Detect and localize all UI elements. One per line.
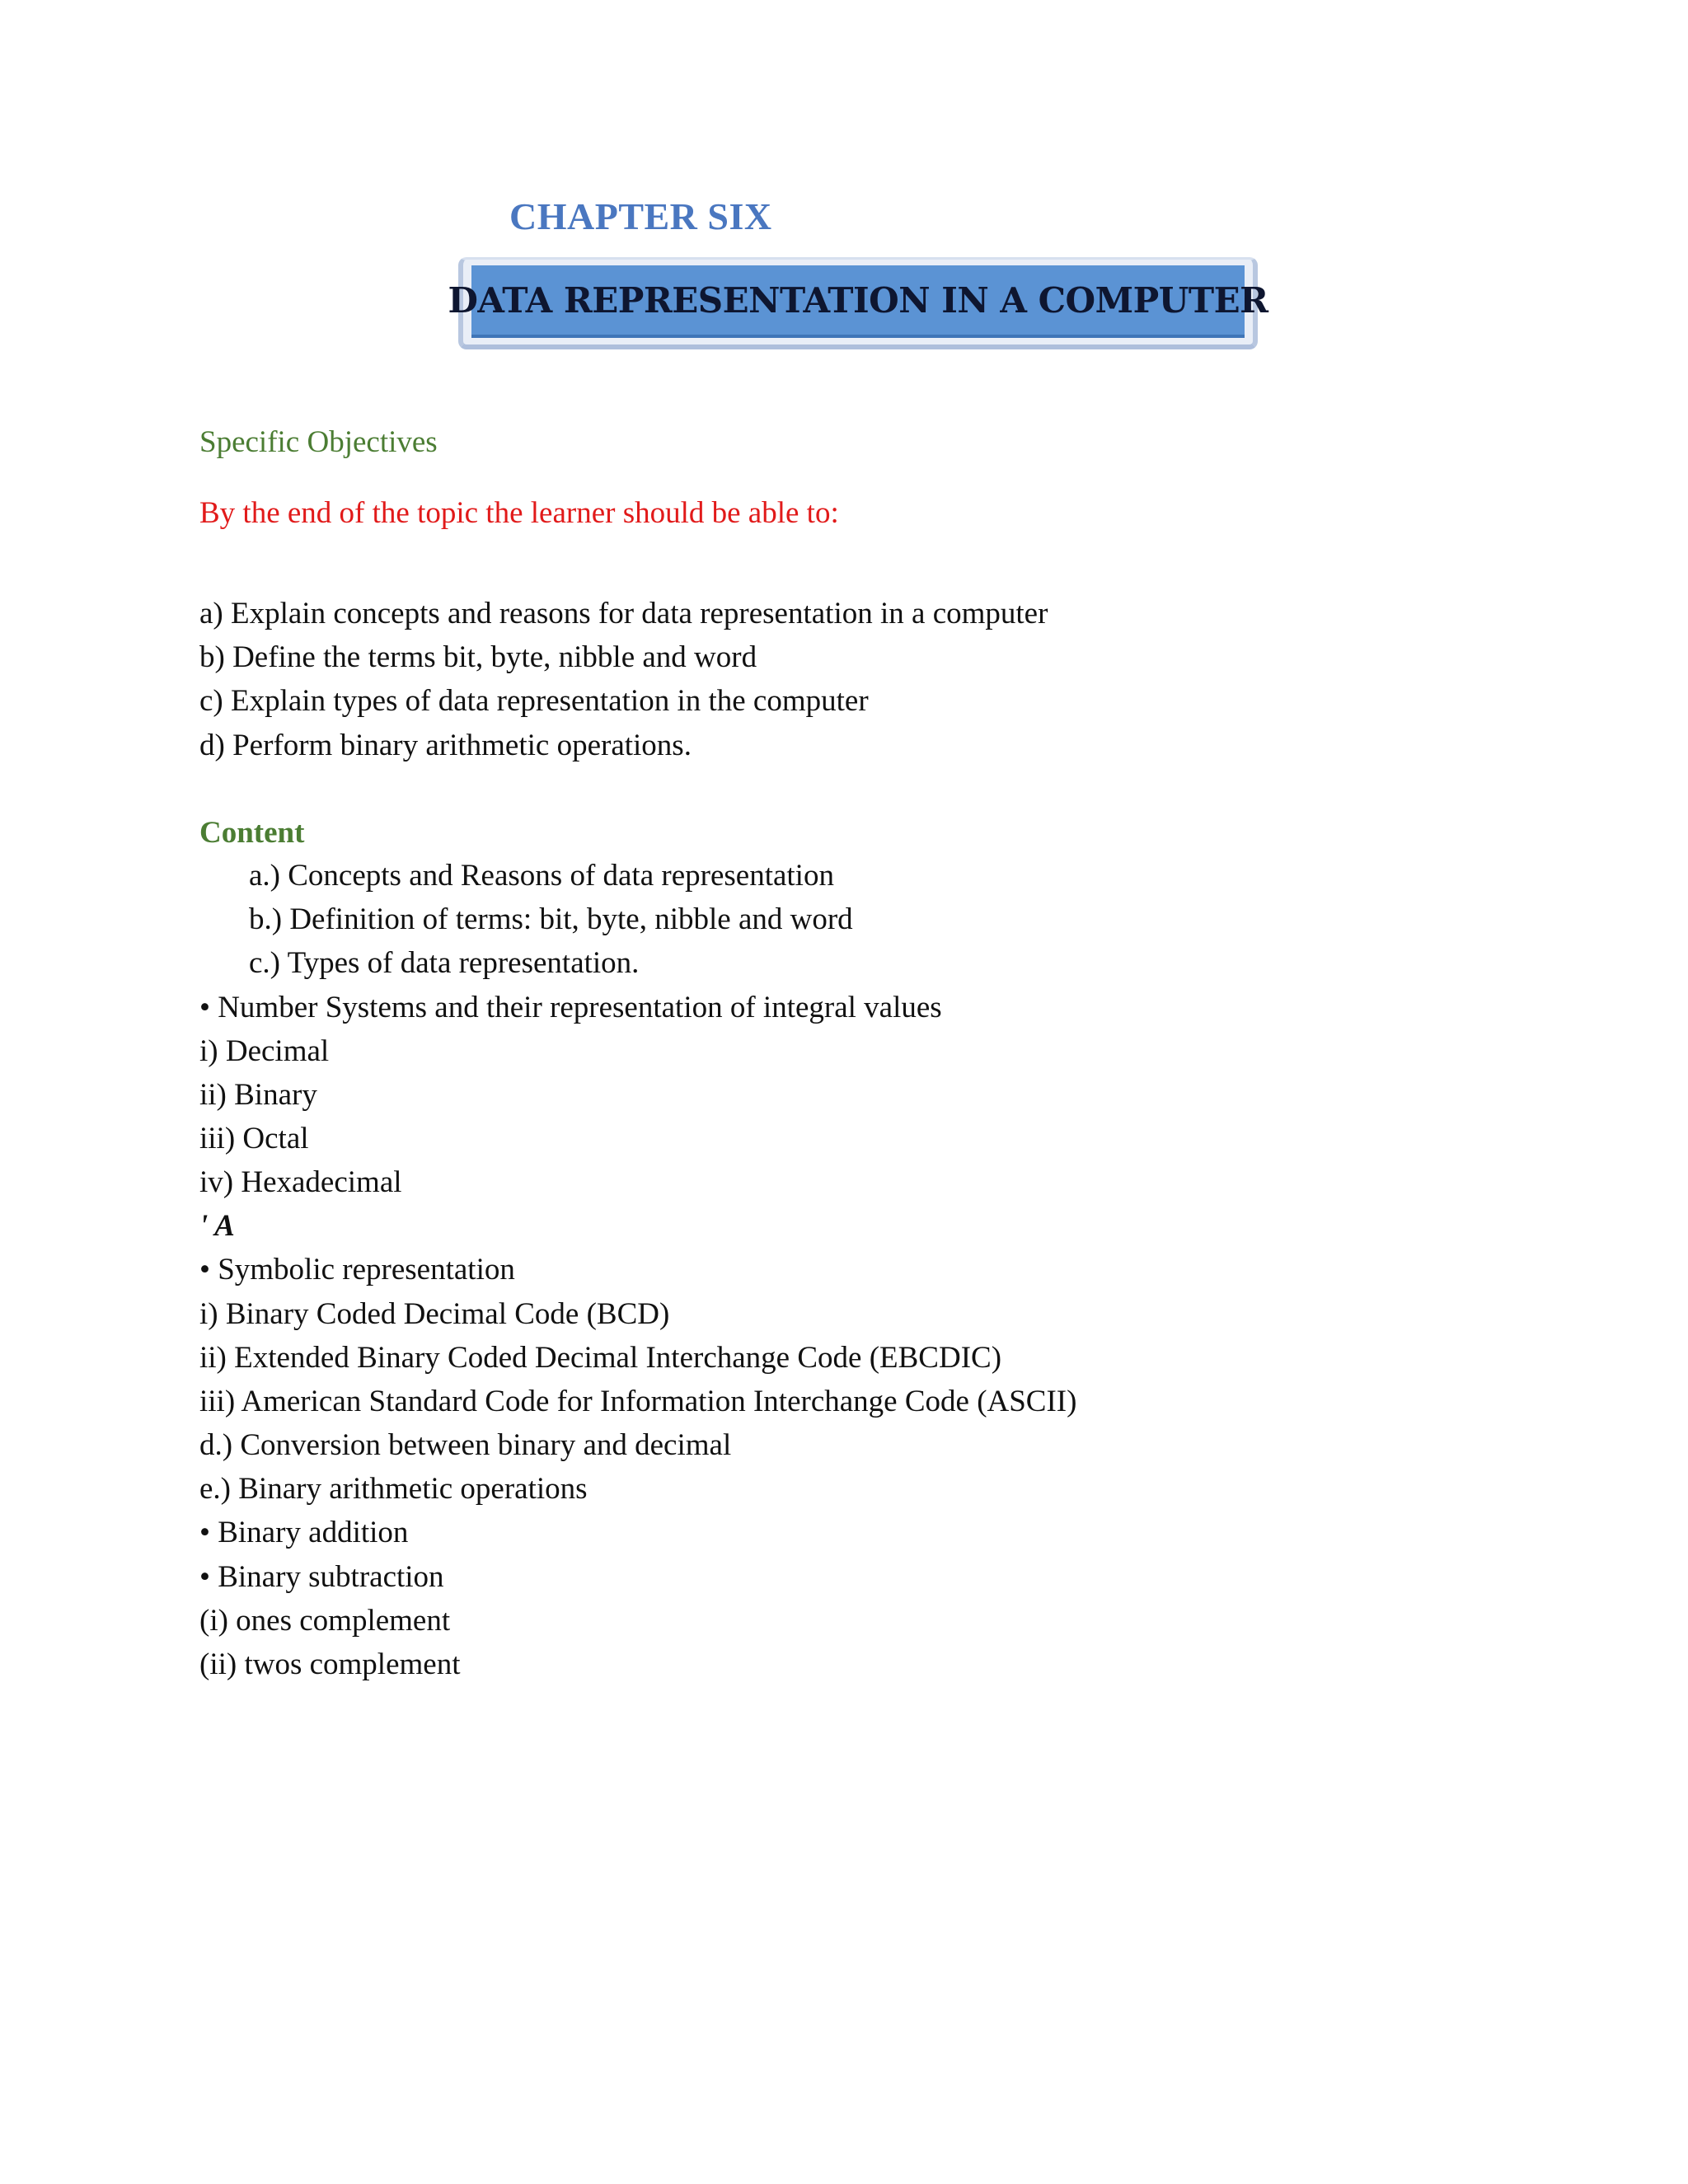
content-line: iii) Octal: [199, 1122, 309, 1155]
objective-item: a) Explain concepts and reasons for data representation in a computer: [199, 597, 1048, 630]
content-line: iv) Hexadecimal: [199, 1165, 402, 1199]
objective-item: d) Perform binary arithmetic operations.: [199, 729, 692, 762]
objectives-intro: By the end of the topic the learner should be able to:: [199, 496, 839, 530]
objectives-heading: Specific Objectives: [199, 425, 438, 459]
content-indented-item: a.) Concepts and Reasons of data representation: [249, 859, 834, 893]
content-line: iii) American Standard Code for Information Interchange Code (ASCII): [199, 1385, 1077, 1418]
content-line: ii) Extended Binary Coded Decimal Interchange Code (EBCDIC): [199, 1341, 1002, 1375]
content-line: • Binary addition: [199, 1516, 409, 1549]
chapter-label: CHAPTER SIX: [509, 195, 772, 237]
content-indented-item: b.) Definition of terms: bit, byte, nibble and word: [249, 902, 853, 936]
content-line: (i) ones complement: [199, 1604, 451, 1638]
content-indented-item: c.) Types of data representation.: [249, 946, 640, 980]
content-heading: Content: [199, 816, 305, 850]
content-line: e.) Binary arithmetic operations: [199, 1472, 588, 1506]
content-line: • Binary subtraction: [199, 1560, 444, 1594]
content-line: d.) Conversion between binary and decimal: [199, 1428, 732, 1462]
stray-mark: ' A: [199, 1209, 235, 1243]
banner-fill: [448, 265, 1268, 338]
objective-item: c) Explain types of data representation in the computer: [199, 684, 869, 718]
content-line: (ii) twos complement: [199, 1647, 461, 1681]
content-line: i) Binary Coded Decimal Code (BCD): [199, 1297, 670, 1331]
banner-title: DATA REPRESENTATION IN A COMPUTER: [448, 279, 1268, 321]
content-line: i) Decimal: [199, 1034, 330, 1068]
content-line: • Symbolic representation: [199, 1253, 515, 1286]
content-line: ii) Binary: [199, 1078, 317, 1112]
title-banner: [448, 247, 1268, 363]
content-line: • Number Systems and their representation of integral values: [199, 991, 942, 1024]
objective-item: b) Define the terms bit, byte, nibble and word: [199, 640, 757, 674]
